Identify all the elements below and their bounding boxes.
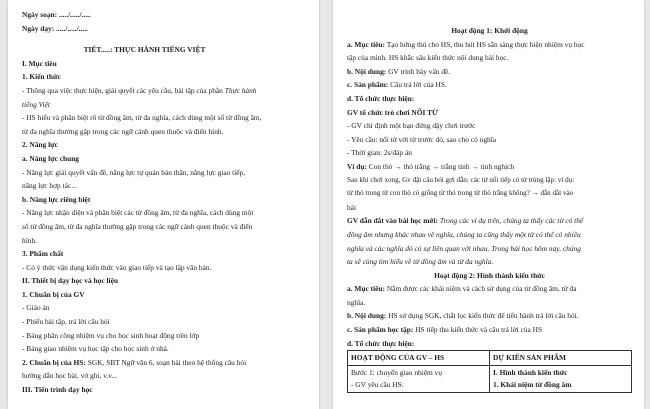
table-cell-product <box>490 366 632 393</box>
table-step-1: Bước 1: chuyển giao nhiệm vụ <box>351 368 443 378</box>
question-line-3: bài <box>347 202 357 212</box>
knowledge-text: - Thông qua việc thực hiện, giải quyết các yêu cầu, bài tập của phần <box>22 85 225 95</box>
specific-line-2: số từ đồng âm, từ đa nghĩa thường gặp trong các ngữ cảnh quen thuộc và điển <box>22 221 253 231</box>
act2-organize: d. Tổ chức thực hiện: <box>347 338 415 348</box>
prep-date: Ngày soạn: ...../...../..... <box>22 10 91 19</box>
act1-objective-text: Tạo hứng thú cho HS, thu hút HS sẵn sàng thực hiện nhiệm vụ học <box>384 39 585 49</box>
act1-content-label: b. Nội dung: <box>347 66 387 76</box>
table-knowledge-heading: I. Hình thành kiến thức <box>493 368 568 378</box>
left-page <box>8 0 319 409</box>
qualities-line-1: - Có ý thức vận dụng kiến thức vào giao tiếp và tạo lập văn bản. <box>22 262 212 272</box>
act1-objective-label: a. Mục tiêu: <box>347 39 385 49</box>
student-prep-text: SGK, SBT Ngữ văn 6, soạn bài theo hệ thống câu hỏi <box>85 357 247 367</box>
table-row <box>348 366 632 393</box>
teacher-prep-2: - Phiếu bài tập, trả lời câu hỏi <box>22 317 110 327</box>
game-rule-3: - Thời gian: 2s/đáp án <box>347 148 412 158</box>
lead-line-3: nghĩa và các nghĩa đó có sự liên quan với nhau. Trong bài học hôm nay, chúng <box>347 243 581 253</box>
right-page <box>333 0 644 409</box>
act2-product <box>347 323 632 337</box>
specific-line-3: hình. <box>22 235 37 245</box>
table-header-product: DỰ KIẾN SẢN PHẨM <box>490 351 632 366</box>
specific-line-1: - Năng lực nhận diện và phân biệt các từ đồng âm, từ đa nghĩa, cách dùng một <box>22 208 254 218</box>
act2-product-label: c. Sản phẩm học tập: <box>347 325 414 335</box>
act1-content <box>347 65 632 79</box>
act2-product-text: HS tiếp thu kiến thức và câu trả lời của HS <box>413 325 543 335</box>
activity-table <box>347 350 632 393</box>
table-homonym-heading: 1. Khái niệm từ đồng âm <box>493 380 572 390</box>
section-teacher-prep: 1. Chuẩn bị của GV <box>22 289 85 299</box>
act2-content <box>347 309 632 323</box>
act1-product <box>347 78 632 92</box>
game-rule-2: - Yêu cầu: nối từ với từ trước đó, sao cho có nghĩa <box>347 134 497 144</box>
act2-objective-text: Nắm được các khái niệm và cách sử dụng của từ đồng âm, từ đa <box>384 284 577 294</box>
game-title: GV tổ chức trò chơi NỐI TỪ <box>347 107 438 117</box>
lesson-title <box>8 43 307 57</box>
act1-organize: d. Tổ chức thực hiện: <box>347 93 415 103</box>
teacher-prep-4: - Bảng giao nhiệm vụ học tập cho học sinh ở nhà. <box>22 344 169 354</box>
knowledge-line-3: - HS hiểu và phân biệt rõ từ đồng âm, từ đa nghĩa, cách dùng một số từ đồng âm, <box>22 113 262 123</box>
knowledge-line-1 <box>22 84 307 98</box>
act1-objective-line-1 <box>347 38 632 52</box>
competence-line-2: năng lực hợp tác... <box>22 181 77 191</box>
act1-product-label: c. Sản phẩm: <box>347 80 389 90</box>
act2-content-label: b. Nội dung: <box>347 311 387 321</box>
lead-label: GV dẫn dắt vào bài học mới: <box>347 216 439 226</box>
table-teacher-request: - GV yêu cầu HS: <box>351 380 404 390</box>
example-label: Ví dụ: <box>347 161 367 171</box>
lead-text: Trong các ví dụ trên, chúng ta thấy các từ có thể <box>438 216 584 226</box>
example-text: Con thỏ → thỏ trắng → trắng tinh → tinh nghịch <box>366 161 515 171</box>
section-process: III. Tiến trình dạy học <box>22 385 93 395</box>
act2-content-text: HS sử dụng SGK, chắt lọc kiến thức để tiến hành trả lời câu hỏi. <box>386 311 579 321</box>
section-knowledge: 1. Kiến thức <box>22 72 61 82</box>
lead-line-2: đồng âm nhưng khác nhau về nghĩa, chúng ta cũng thấy một từ có thể có nhiều <box>347 229 581 239</box>
knowledge-italic: Thực hành <box>224 85 257 95</box>
question-line-2: từ thỏ trong từ con thỏ có giống từ thỏ trong từ thỏ trắng không? → dẫn dắt vào <box>347 189 574 198</box>
section-general-competence: a. Năng lực chung <box>22 153 79 163</box>
table-cell-activity <box>348 366 490 393</box>
act2-objective-line-1 <box>347 282 632 296</box>
act1-product-text: Câu trả lời của HS. <box>388 80 447 90</box>
question-line-1: Sau khi chơi xong, Gv đặt câu hỏi gợi dẫn: các từ nối tiếp có từ trùng lặp: ví dụ: <box>347 175 575 184</box>
game-rule-1: - GV chỉ định một bạn đứng dậy chơi trước <box>347 121 476 131</box>
lead-line-4: ta sẽ cùng tìm hiểu về từ đồng âm và từ đa nghĩa. <box>347 257 494 267</box>
section-equipment: II. Thiết bị dạy học và học liệu <box>22 276 118 286</box>
student-prep-line-2: hướng dẫn học bài, vở ghi, v.v... <box>22 371 118 381</box>
knowledge-line-2: tiếng Việt <box>22 99 50 109</box>
activity-1-title: Hoạt động 1: Khởi động <box>451 26 528 35</box>
student-prep-line-1 <box>22 356 307 370</box>
right-page-content <box>347 24 632 393</box>
table-header-activity: HOẠT ĐỘNG CỦA GV – HS <box>348 351 490 366</box>
section-specific-competence: b. Năng lực riêng biệt <box>22 194 91 204</box>
section-objectives: I. Mục tiêu <box>22 58 57 68</box>
act2-objective-label: a. Mục tiêu: <box>347 284 385 294</box>
left-page-content <box>22 8 307 397</box>
competence-line-1: - Năng lực giải quyết vấn đề, năng lực tự quản bản thân, năng lực giao tiếp, <box>22 167 246 177</box>
act1-content-text: GV trình bày vấn đề. <box>386 66 451 76</box>
section-qualities: 3. Phẩm chất <box>22 249 64 259</box>
activity-2-title: Hoạt động 2: Hình thành kiến thức <box>434 270 545 280</box>
knowledge-line-4: từ đa nghĩa thường gặp trong các ngữ cảnh quen thuộc và điển hình. <box>22 126 224 136</box>
teacher-prep-3: - Bảng phân công nhiệm vụ cho học sinh hoạt động trên lớp <box>22 330 200 340</box>
teach-date: Ngày dạy: ...../...../..... <box>22 23 88 33</box>
game-example <box>347 160 632 174</box>
lead-line-1 <box>347 214 632 228</box>
act1-objective-line-2: tập của mình. HS khắc sâu kiến thức nội dung bài học. <box>347 53 509 63</box>
table-header-row <box>348 351 632 366</box>
section-competence: 2. Năng lực <box>22 140 58 150</box>
act2-objective-line-2: nghĩa. <box>347 297 366 307</box>
lesson-title-text: THỰC HÀNH TIẾNG VIỆT <box>114 45 206 55</box>
student-prep-label: 2. Chuẩn bị của HS: <box>22 357 86 367</box>
teacher-prep-1: - Giáo án <box>22 303 50 313</box>
lesson-title-prefix: TIẾT.....: <box>83 45 115 55</box>
